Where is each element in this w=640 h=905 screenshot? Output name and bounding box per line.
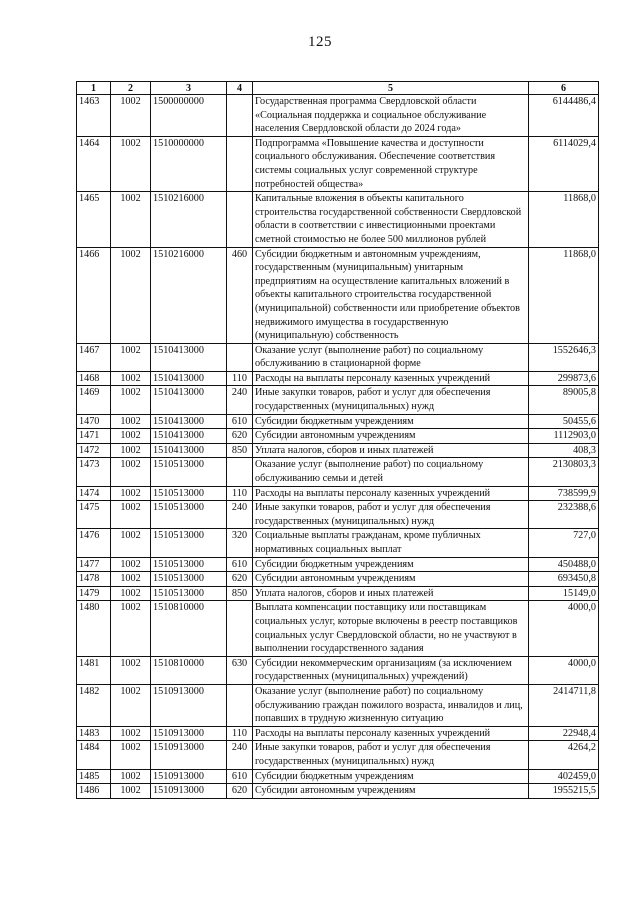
expense-type-cell: 110 — [227, 726, 253, 741]
target-article-cell: 1510413000 — [151, 371, 227, 386]
target-article-cell: 1510810000 — [151, 601, 227, 656]
section-code-cell: 1002 — [111, 601, 151, 656]
section-code-cell: 1002 — [111, 684, 151, 726]
row-number-cell: 1482 — [77, 684, 111, 726]
target-article-cell: 1510913000 — [151, 769, 227, 784]
target-article-cell: 1510413000 — [151, 429, 227, 444]
description-cell: Иные закупки товаров, работ и услуг для обеспечения государственных (муниципальных) нужд — [253, 741, 529, 769]
amount-cell: 6144486,4 — [529, 95, 599, 137]
expense-type-cell: 850 — [227, 443, 253, 458]
description-cell: Уплата налогов, сборов и иных платежей — [253, 586, 529, 601]
description-cell: Субсидии автономным учреждениям — [253, 429, 529, 444]
expense-type-cell: 240 — [227, 386, 253, 414]
description-cell: Иные закупки товаров, работ и услуг для обеспечения государственных (муниципальных) нужд — [253, 501, 529, 529]
table-row — [77, 371, 599, 386]
description-cell: Уплата налогов, сборов и иных платежей — [253, 443, 529, 458]
amount-cell: 299873,6 — [529, 371, 599, 386]
target-article-cell: 1510913000 — [151, 741, 227, 769]
expense-type-cell — [227, 136, 253, 191]
amount-cell: 408,3 — [529, 443, 599, 458]
table-row — [77, 95, 599, 137]
expense-type-cell — [227, 684, 253, 726]
row-number-cell: 1472 — [77, 443, 111, 458]
amount-cell: 4264,2 — [529, 741, 599, 769]
row-number-cell: 1477 — [77, 557, 111, 572]
section-code-cell: 1002 — [111, 414, 151, 429]
row-number-cell: 1479 — [77, 586, 111, 601]
row-number-cell: 1473 — [77, 458, 111, 486]
description-cell: Оказание услуг (выполнение работ) по социальному обслуживанию граждан пожилого возраста, инвалидов и лиц, попавших в трудную жизненную ситуацию — [253, 684, 529, 726]
target-article-cell: 1510216000 — [151, 247, 227, 343]
row-number-cell: 1483 — [77, 726, 111, 741]
row-number-cell: 1484 — [77, 741, 111, 769]
table-row — [77, 443, 599, 458]
table-row — [77, 557, 599, 572]
target-article-cell: 1510913000 — [151, 726, 227, 741]
target-article-cell: 1510513000 — [151, 586, 227, 601]
target-article-cell: 1510413000 — [151, 414, 227, 429]
expense-type-cell: 110 — [227, 486, 253, 501]
table-row — [77, 429, 599, 444]
row-number-cell: 1466 — [77, 247, 111, 343]
amount-cell: 15149,0 — [529, 586, 599, 601]
column-header: 5 — [253, 82, 529, 95]
row-number-cell: 1465 — [77, 192, 111, 247]
table-row — [77, 343, 599, 371]
amount-cell: 2414711,8 — [529, 684, 599, 726]
amount-cell: 4000,0 — [529, 601, 599, 656]
table-row — [77, 529, 599, 557]
expense-type-cell — [227, 458, 253, 486]
expense-type-cell — [227, 343, 253, 371]
table-row — [77, 247, 599, 343]
description-cell: Оказание услуг (выполнение работ) по социальному обслуживанию в стационарной форме — [253, 343, 529, 371]
column-header: 3 — [151, 82, 227, 95]
expense-type-cell: 620 — [227, 572, 253, 587]
section-code-cell: 1002 — [111, 572, 151, 587]
target-article-cell: 1510913000 — [151, 684, 227, 726]
target-article-cell: 1510513000 — [151, 501, 227, 529]
row-number-cell: 1476 — [77, 529, 111, 557]
amount-cell: 402459,0 — [529, 769, 599, 784]
description-cell: Государственная программа Свердловской области «Социальная поддержка и социальное обслуживание населения Свердловской области до 2024 года» — [253, 95, 529, 137]
amount-cell: 232388,6 — [529, 501, 599, 529]
target-article-cell: 1510513000 — [151, 458, 227, 486]
expense-type-cell: 610 — [227, 557, 253, 572]
table-row — [77, 769, 599, 784]
target-article-cell: 1510810000 — [151, 656, 227, 684]
amount-cell: 2130803,3 — [529, 458, 599, 486]
section-code-cell: 1002 — [111, 343, 151, 371]
target-article-cell: 1500000000 — [151, 95, 227, 137]
section-code-cell: 1002 — [111, 586, 151, 601]
row-number-cell: 1474 — [77, 486, 111, 501]
amount-cell: 738599,9 — [529, 486, 599, 501]
target-article-cell: 1510413000 — [151, 443, 227, 458]
section-code-cell: 1002 — [111, 386, 151, 414]
table-row — [77, 656, 599, 684]
table-row — [77, 458, 599, 486]
expense-type-cell: 620 — [227, 429, 253, 444]
section-code-cell: 1002 — [111, 136, 151, 191]
expense-type-cell — [227, 95, 253, 137]
expense-type-cell: 630 — [227, 656, 253, 684]
amount-cell: 22948,4 — [529, 726, 599, 741]
description-cell: Расходы на выплаты персоналу казенных учреждений — [253, 486, 529, 501]
amount-cell: 727,0 — [529, 529, 599, 557]
description-cell: Субсидии бюджетным и автономным учреждениям, государственным (муниципальным) унитарным предприятиям на осуществление капитальных вложений в объекты капитального строительства государственной (муниципальной) собственности или приобретение объектов недвижимого имущества в государственную (муниципальную) собственность — [253, 247, 529, 343]
row-number-cell: 1467 — [77, 343, 111, 371]
amount-cell: 11868,0 — [529, 247, 599, 343]
section-code-cell: 1002 — [111, 192, 151, 247]
amount-cell: 693450,8 — [529, 572, 599, 587]
expense-type-cell — [227, 601, 253, 656]
description-cell: Расходы на выплаты персоналу казенных учреждений — [253, 371, 529, 386]
section-code-cell: 1002 — [111, 371, 151, 386]
description-cell: Субсидии бюджетным учреждениям — [253, 557, 529, 572]
description-cell: Расходы на выплаты персоналу казенных учреждений — [253, 726, 529, 741]
table-row — [77, 386, 599, 414]
expense-type-cell: 610 — [227, 769, 253, 784]
table-header-row — [77, 82, 599, 95]
column-header: 4 — [227, 82, 253, 95]
description-cell: Субсидии бюджетным учреждениям — [253, 414, 529, 429]
section-code-cell: 1002 — [111, 443, 151, 458]
page-number: 125 — [308, 34, 332, 50]
section-code-cell: 1002 — [111, 656, 151, 684]
table-row — [77, 572, 599, 587]
expense-type-cell: 610 — [227, 414, 253, 429]
section-code-cell: 1002 — [111, 726, 151, 741]
table-row — [77, 192, 599, 247]
table-row — [77, 684, 599, 726]
column-header: 6 — [529, 82, 599, 95]
row-number-cell: 1469 — [77, 386, 111, 414]
expense-type-cell: 850 — [227, 586, 253, 601]
section-code-cell: 1002 — [111, 458, 151, 486]
description-cell: Субсидии некоммерческим организациям (за исключением государственных (муниципальных) учреждений) — [253, 656, 529, 684]
table-row — [77, 414, 599, 429]
amount-cell: 4000,0 — [529, 656, 599, 684]
table-row — [77, 501, 599, 529]
column-header: 2 — [111, 82, 151, 95]
table-row — [77, 726, 599, 741]
table-row — [77, 741, 599, 769]
row-number-cell: 1470 — [77, 414, 111, 429]
target-article-cell: 1510000000 — [151, 136, 227, 191]
target-article-cell: 1510216000 — [151, 192, 227, 247]
row-number-cell: 1471 — [77, 429, 111, 444]
row-number-cell: 1463 — [77, 95, 111, 137]
target-article-cell: 1510513000 — [151, 557, 227, 572]
description-cell: Субсидии автономным учреждениям — [253, 784, 529, 799]
table-row — [77, 486, 599, 501]
row-number-cell: 1485 — [77, 769, 111, 784]
table-row — [77, 136, 599, 191]
description-cell: Выплата компенсации поставщику или поставщикам социальных услуг, которые включены в реестр поставщиков социальных услуг Свердловской области, но не участвуют в выполнении государственного задания — [253, 601, 529, 656]
amount-cell: 11868,0 — [529, 192, 599, 247]
target-article-cell: 1510413000 — [151, 386, 227, 414]
budget-table — [76, 81, 599, 799]
description-cell: Иные закупки товаров, работ и услуг для обеспечения государственных (муниципальных) нужд — [253, 386, 529, 414]
section-code-cell: 1002 — [111, 247, 151, 343]
description-cell: Капитальные вложения в объекты капитального строительства государственной собственности Свердловской области в соответствии с инвестиционными проектами сметной стоимостью не более 500 миллионов рублей — [253, 192, 529, 247]
target-article-cell: 1510413000 — [151, 343, 227, 371]
expense-type-cell: 320 — [227, 529, 253, 557]
section-code-cell: 1002 — [111, 529, 151, 557]
table-body — [77, 95, 599, 799]
section-code-cell: 1002 — [111, 557, 151, 572]
section-code-cell: 1002 — [111, 95, 151, 137]
expense-type-cell: 240 — [227, 741, 253, 769]
section-code-cell: 1002 — [111, 486, 151, 501]
row-number-cell: 1480 — [77, 601, 111, 656]
description-cell: Субсидии автономным учреждениям — [253, 572, 529, 587]
description-cell: Социальные выплаты гражданам, кроме публичных нормативных социальных выплат — [253, 529, 529, 557]
amount-cell: 1955215,5 — [529, 784, 599, 799]
amount-cell: 6114029,4 — [529, 136, 599, 191]
expense-type-cell — [227, 192, 253, 247]
expense-type-cell: 460 — [227, 247, 253, 343]
row-number-cell: 1468 — [77, 371, 111, 386]
amount-cell: 1112903,0 — [529, 429, 599, 444]
table-row — [77, 784, 599, 799]
table-row — [77, 586, 599, 601]
section-code-cell: 1002 — [111, 769, 151, 784]
table-row — [77, 601, 599, 656]
amount-cell: 1552646,3 — [529, 343, 599, 371]
description-cell: Оказание услуг (выполнение работ) по социальному обслуживанию семьи и детей — [253, 458, 529, 486]
expense-type-cell: 240 — [227, 501, 253, 529]
row-number-cell: 1481 — [77, 656, 111, 684]
amount-cell: 450488,0 — [529, 557, 599, 572]
section-code-cell: 1002 — [111, 784, 151, 799]
expense-type-cell: 620 — [227, 784, 253, 799]
expense-type-cell: 110 — [227, 371, 253, 386]
row-number-cell: 1464 — [77, 136, 111, 191]
target-article-cell: 1510513000 — [151, 486, 227, 501]
amount-cell: 50455,6 — [529, 414, 599, 429]
amount-cell: 89005,8 — [529, 386, 599, 414]
section-code-cell: 1002 — [111, 501, 151, 529]
description-cell: Подпрограмма «Повышение качества и доступности социального обслуживания. Обеспечение соответствия системы социальных услуг современной структуре потребностей общества» — [253, 136, 529, 191]
description-cell: Субсидии бюджетным учреждениям — [253, 769, 529, 784]
target-article-cell: 1510913000 — [151, 784, 227, 799]
row-number-cell: 1475 — [77, 501, 111, 529]
section-code-cell: 1002 — [111, 741, 151, 769]
target-article-cell: 1510513000 — [151, 529, 227, 557]
section-code-cell: 1002 — [111, 429, 151, 444]
column-header: 1 — [77, 82, 111, 95]
row-number-cell: 1478 — [77, 572, 111, 587]
row-number-cell: 1486 — [77, 784, 111, 799]
target-article-cell: 1510513000 — [151, 572, 227, 587]
